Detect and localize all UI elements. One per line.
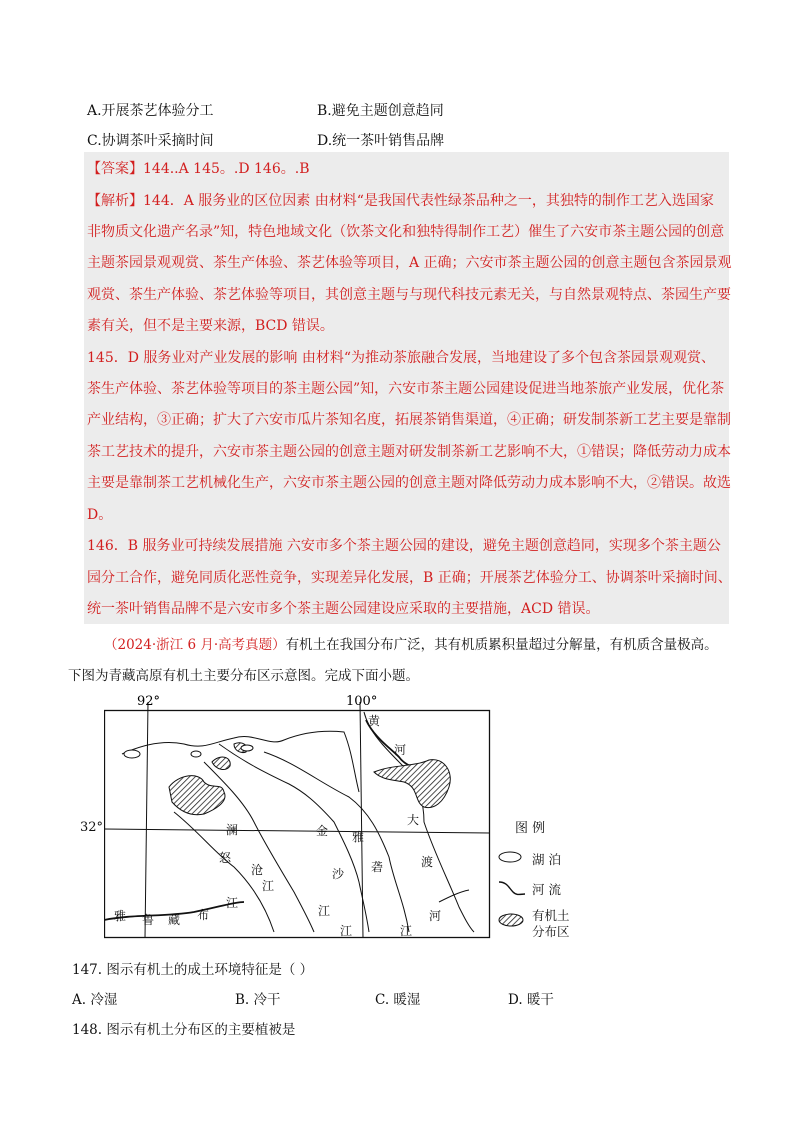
lake-icon <box>497 850 527 864</box>
question-source: （2024·浙江 6 月·高考真题） <box>104 637 286 653</box>
legend-soil-line1: 有机土 <box>532 908 570 923</box>
lake <box>191 751 201 757</box>
label-sha: 沙 <box>332 867 345 881</box>
tibet-organic-soil-map <box>104 692 494 947</box>
label-he2: 河 <box>429 909 442 923</box>
label-he: 河 <box>394 743 407 757</box>
question-intro-text: 有机土在我国分布广泛，其有机质累积量超过分解量，有机质含量极高。 <box>285 637 718 653</box>
label-nu: 怒 <box>219 851 232 865</box>
river-icon <box>497 878 527 898</box>
label-da: 大 <box>407 813 420 827</box>
analysis-line: 统一茶叶销售品牌不是六安市多个茶主题公园建设应采取的主要措施，ACD 错误。 <box>87 601 600 617</box>
answer-line: 【答案】144..A 145。.D 146。.B <box>87 161 310 177</box>
label-ya: 雅 <box>352 830 365 844</box>
analysis-line: 园分工合作，避免同质化恶性竞争，实现差异化发展，B 正确；开展茶艺体验分工、协调茶叶采摘时间、 <box>87 570 732 586</box>
label-yarlung: 布 <box>197 908 210 922</box>
label-lan: 澜 <box>226 823 239 837</box>
legend-title: 图 例 <box>515 821 546 836</box>
analysis-line: 145．D 服务业对产业发展的影响 由材料“为推动茶旅融合发展，当地建设了多个包含茶园景观观赏、 <box>87 350 716 366</box>
label-du: 渡 <box>421 855 434 869</box>
question-intro-line2: 下图为青藏高原有机土主要分布区示意图。完成下面小题。 <box>68 668 419 684</box>
option-c-coordinate-picking: C.协调茶叶采摘时间 <box>87 133 214 149</box>
analysis-line: D。 <box>87 507 113 523</box>
analysis-line: 观赏、茶生产体验、茶艺体验等项目，其创意主题与与现代科技元素无关，与自然景观特点、茶园生产要 <box>87 287 731 303</box>
label-jiang: 江 <box>318 904 331 918</box>
label-yarlung: 雅 <box>114 909 127 923</box>
label-cang: 沧 <box>251 863 264 877</box>
legend-soil-line2: 分布区 <box>532 924 570 939</box>
legend-lake: 湖泊 <box>532 852 566 867</box>
label-jiang: 江 <box>262 879 275 893</box>
analysis-line: 主要是靠制茶工艺机械化生产，六安市茶主题公园的创意主题对降低劳动力成本影响不大，②错误。故选 <box>87 475 731 491</box>
map-frame <box>105 711 490 938</box>
question-147: 147. 图示有机土的成土环境特征是（ ） <box>72 962 314 978</box>
label-jiang: 江 <box>340 924 353 938</box>
label-zhe: 砻 <box>371 860 384 874</box>
organic-soil-icon <box>497 912 527 928</box>
q147-choice-d: D. 暖干 <box>508 992 554 1008</box>
analysis-line: 【解析】144．A 服务业的区位因素 由材料“是我国代表性绿茶品种之一，其独特的制作工艺入选国家 <box>87 193 714 209</box>
option-a-tea-experience: A.开展茶艺体验分工 <box>87 103 214 119</box>
lon-100-label: 100° <box>346 694 378 709</box>
q147-choice-b: B. 冷干 <box>235 992 281 1008</box>
q147-choice-c: C. 暖湿 <box>375 992 421 1008</box>
label-yarlung: 藏 <box>168 913 181 927</box>
legend-river: 河流 <box>532 882 566 897</box>
analysis-line: 素有关，但不是主要来源，BCD 错误。 <box>87 318 334 334</box>
question-intro-line1 <box>104 633 718 653</box>
analysis-line: 茶生产体验、茶艺体验等项目的茶主题公园”知，六安市茶主题公园建设促进当地茶旅产业发展，优化茶 <box>87 381 725 397</box>
lat-32-label: 32° <box>80 820 104 835</box>
q147-choice-a: A. 冷湿 <box>72 992 118 1008</box>
lake <box>124 750 140 758</box>
analysis-line: 非物质文化遗产名录”知，特色地域文化（饮茶文化和独特得制作工艺）催生了六安市茶主题公园的创意 <box>87 224 725 240</box>
option-d-unify-brand: D.统一茶叶销售品牌 <box>317 133 445 149</box>
analysis-line: 主题茶园景观观赏、茶生产体验、茶艺体验等项目，A 正确；六安市茶主题公园的创意主题包含茶园景观 <box>87 255 732 271</box>
label-jin: 金 <box>316 824 329 838</box>
analysis-line: 产业结构，③正确；扩大了六安市瓜片茶知名度，拓展茶销售渠道，④正确；研发制茶新工艺主要是靠制 <box>87 412 731 428</box>
analysis-line: 146．B 服务业可持续发展措施 六安市多个茶主题公园的建设，避免主题创意趋同，实现多个茶主题公 <box>87 538 721 554</box>
label-huang: 黄 <box>368 714 381 728</box>
label-yarlung-jiang: 江 <box>226 896 239 910</box>
label-jiang: 江 <box>400 924 413 938</box>
analysis-line: 茶工艺技术的提升，六安市茶主题公园的创意主题对研发制茶新工艺影响不大，①错误；降低劳动力成本 <box>87 444 731 460</box>
lake <box>241 745 253 751</box>
label-yarlung: 鲁 <box>142 913 155 927</box>
question-148: 148. 图示有机土分布区的主要植被是 <box>72 1022 296 1038</box>
lon-92-label: 92° <box>137 694 161 709</box>
option-b-avoid-similar-themes: B.避免主题创意趋同 <box>317 103 444 119</box>
